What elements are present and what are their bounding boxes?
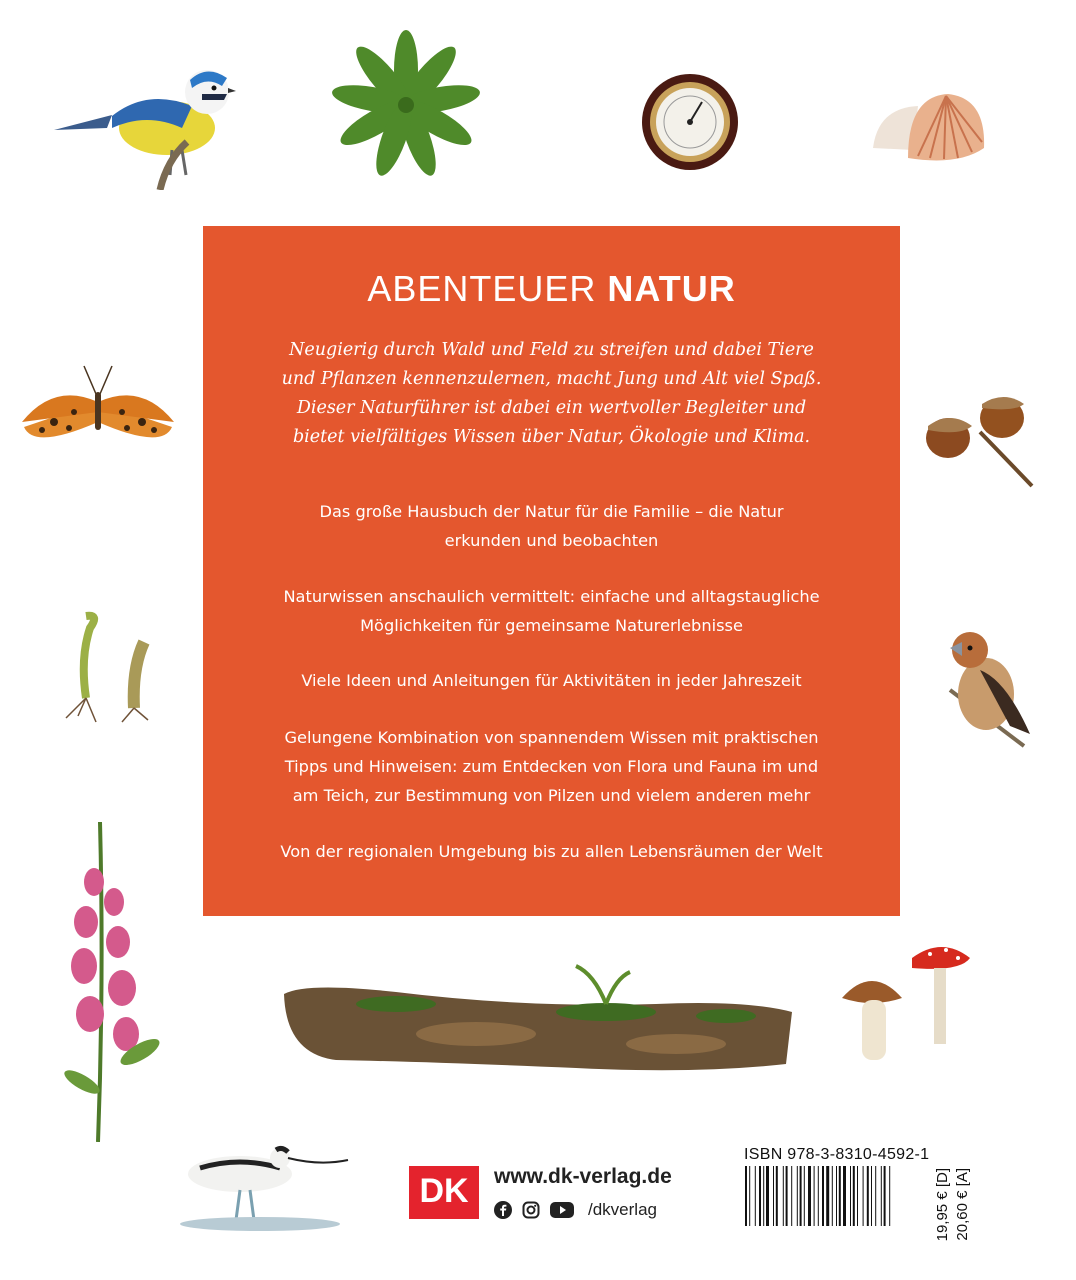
barcode-bar bbox=[797, 1166, 798, 1226]
hawfinch-illustration bbox=[940, 630, 1036, 756]
isbn-text: ISBN 978-3-8310-4592-1 bbox=[744, 1146, 930, 1163]
dk-logo: DK bbox=[409, 1166, 479, 1219]
barcode-bar bbox=[773, 1166, 774, 1226]
barcode-bar bbox=[832, 1166, 833, 1226]
barcode-bar bbox=[857, 1166, 858, 1226]
barcode-bar bbox=[867, 1166, 869, 1226]
barcode-bar bbox=[889, 1166, 890, 1226]
barcode-bar bbox=[871, 1166, 872, 1226]
barcode-bar bbox=[776, 1166, 778, 1226]
barcode-bar bbox=[863, 1166, 864, 1226]
fern-illustration bbox=[330, 30, 482, 180]
barcode-bar bbox=[763, 1166, 764, 1226]
intro-line: Dieser Naturführer ist dabei ein wertvoller Begleiter und bbox=[296, 398, 807, 418]
barcode-bar bbox=[745, 1166, 747, 1226]
shell-illustration bbox=[868, 88, 988, 168]
barcode-bar bbox=[875, 1166, 876, 1226]
feature-point-1: Das große Hausbuch der Natur für die Familie – die Natur erkunden und beobachten bbox=[319, 502, 784, 550]
barcode-bar bbox=[853, 1166, 855, 1226]
barcode bbox=[745, 1166, 927, 1226]
facebook-icon[interactable] bbox=[494, 1201, 512, 1219]
price-austria: 20,60 € [A] bbox=[954, 1168, 971, 1241]
barcode-bar bbox=[826, 1166, 829, 1226]
barcode-bar bbox=[786, 1166, 788, 1226]
acorns-illustration bbox=[920, 382, 1038, 490]
barcode-bar bbox=[843, 1166, 846, 1226]
barcode-bar bbox=[881, 1166, 882, 1226]
feature-point-4: Gelungene Kombination von spannendem Wissen mit praktischen Tipps und Hinweisen: zum Entdecken von Flora und Fauna im und am Teich, zur Bestimmung von Pilzen und vielem anderen mehr bbox=[284, 728, 819, 805]
intro-line: bietet vielfältiges Wissen über Natur, Ökologie und Klima. bbox=[292, 427, 811, 447]
youtube-icon[interactable] bbox=[550, 1201, 574, 1219]
barcode-bar bbox=[818, 1166, 819, 1226]
barcode-bar bbox=[884, 1166, 886, 1226]
barcode-bar bbox=[766, 1166, 769, 1226]
price-germany: 19,95 € [D] bbox=[934, 1168, 951, 1242]
barcode-bar bbox=[759, 1166, 761, 1226]
barcode-bar bbox=[755, 1166, 756, 1226]
barcode-bar bbox=[850, 1166, 851, 1226]
barcode-bar bbox=[800, 1166, 802, 1226]
foxglove-illustration bbox=[60, 822, 170, 1142]
instagram-icon[interactable] bbox=[522, 1201, 540, 1219]
social-handle: /dkverlag bbox=[588, 1200, 657, 1219]
barcode-bar bbox=[749, 1166, 750, 1226]
feature-point-3: Viele Ideen und Anleitungen für Aktivitäten in jeder Jahreszeit bbox=[301, 671, 802, 690]
barcode-bar bbox=[814, 1166, 815, 1226]
log-illustration bbox=[276, 964, 800, 1084]
social-links bbox=[494, 1199, 657, 1221]
feature-point-5: Von der regionalen Umgebung bis zu allen Lebensräumen der Welt bbox=[280, 842, 823, 861]
barcode-bar bbox=[791, 1166, 792, 1226]
feature-point-2: Naturwissen anschaulich vermittelt: einfache und alltagstaugliche Möglichkeiten für gemeinsame Naturerlebnisse bbox=[283, 587, 820, 635]
barcode-bar bbox=[804, 1166, 805, 1226]
intro-line: Neugierig durch Wald und Feld zu streifen und dabei Tiere bbox=[289, 340, 814, 360]
mushrooms-illustration bbox=[838, 942, 1004, 1064]
intro-line: und Pflanzen kennenzulernen, macht Jung und Alt viel Spaß. bbox=[281, 369, 822, 389]
intro-paragraph bbox=[250, 336, 853, 452]
blue-tit-illustration bbox=[52, 50, 237, 190]
barcode-bar bbox=[839, 1166, 841, 1226]
butterfly-illustration bbox=[14, 362, 182, 458]
barcode-bar bbox=[836, 1166, 837, 1226]
barcode-bar bbox=[783, 1166, 784, 1226]
back-cover-title: ABENTEUER NATUR bbox=[367, 268, 736, 309]
description-panel bbox=[203, 226, 900, 916]
barcode-bar bbox=[822, 1166, 824, 1226]
avocet-illustration bbox=[180, 1132, 350, 1232]
barometer-illustration bbox=[640, 72, 740, 172]
barcode-bar bbox=[808, 1166, 811, 1226]
seedlings-illustration bbox=[56, 608, 170, 724]
publisher-url[interactable]: www.dk-verlag.de bbox=[494, 1165, 672, 1188]
